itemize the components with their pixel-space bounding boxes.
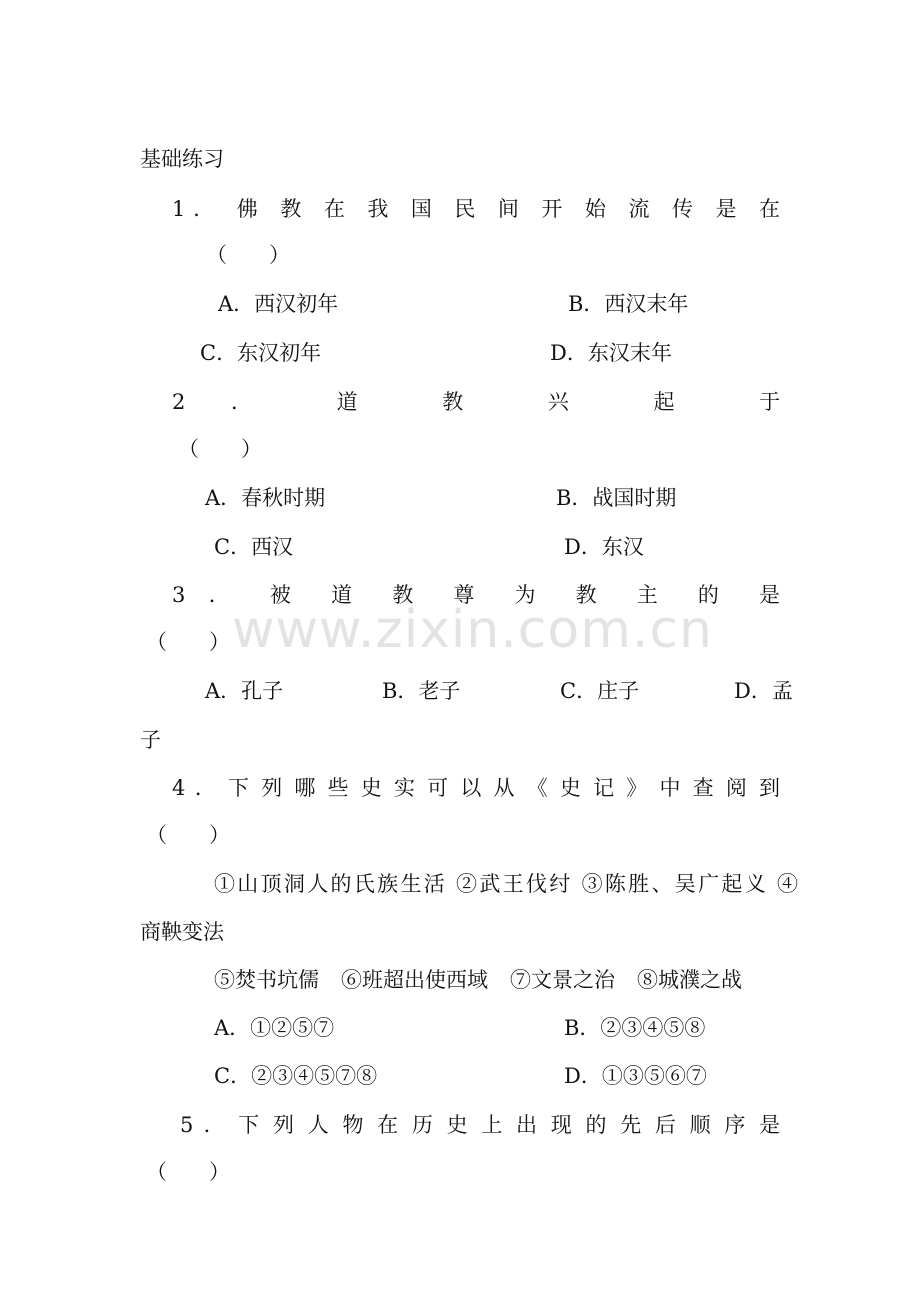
question-1-stem (172, 194, 780, 224)
stem-char: ． (194, 776, 219, 800)
stem-char: 间 (497, 197, 527, 221)
stem-char: 开 (541, 197, 571, 221)
question-1-option-b: B．西汉末年 (568, 292, 689, 316)
stem-char: 2 (172, 390, 186, 414)
stem-char: 列 (273, 1113, 298, 1137)
question-3-option-d: D．孟 (734, 679, 793, 703)
stem-char: 人 (307, 1113, 333, 1137)
stem-char: 后 (654, 1113, 680, 1137)
stem-char: 尊 (453, 583, 492, 607)
list-item: ④ (777, 872, 798, 896)
stem-char: 查 (692, 776, 717, 800)
stem-char: 的 (697, 583, 736, 607)
list-item: ⑥班超出使西域 (341, 968, 488, 992)
stem-char: 到 (759, 776, 780, 800)
stem-char: 3 (172, 583, 186, 607)
stem-char: ． (231, 390, 291, 414)
question-4-items-line-1-wrap: 商鞅变法 (140, 920, 224, 944)
stem-char: 列 (261, 776, 285, 800)
stem-char: 民 (454, 197, 484, 221)
question-2-answer-paren: （ ） (178, 437, 262, 461)
stem-char: 史 (360, 776, 385, 800)
stem-char: 教 (442, 390, 503, 414)
stem-char: 是 (715, 197, 745, 221)
stem-char: 教 (392, 583, 430, 607)
stem-char: 阅 (725, 776, 750, 800)
question-4-items-line-2 (214, 965, 742, 995)
question-4-answer-paren: （ ） (146, 823, 230, 847)
question-3-option-a: A．孔子 (205, 679, 284, 703)
stem-char: 被 (269, 583, 308, 607)
stem-char: 佛 (236, 197, 266, 221)
question-1-answer-paren: （ ） (206, 243, 290, 267)
stem-char: 先 (620, 1113, 645, 1137)
stem-char: 历 (411, 1113, 437, 1137)
question-4-items-line-1 (214, 869, 798, 899)
stem-char: 下 (228, 776, 252, 800)
stem-char: 哪 (294, 776, 319, 800)
stem-char: 记 (593, 776, 617, 800)
stem-char: 流 (628, 197, 658, 221)
stem-char: 出 (516, 1113, 541, 1137)
list-item: ⑦文景之治 (510, 968, 615, 992)
stem-char: 上 (481, 1113, 506, 1137)
stem-char: 从 (493, 776, 518, 800)
question-2-option-c: C．西汉 (214, 535, 294, 559)
question-3-option-d-wrap: 子 (140, 728, 161, 752)
stem-char: 4 (172, 776, 186, 800)
stem-char: 》 (626, 776, 650, 800)
watermark-text: www.zixin.com.cn (232, 600, 713, 660)
question-4-option-a: A．①②⑤⑦ (214, 1016, 335, 1040)
stem-char: 道 (331, 583, 369, 607)
stem-char: 在 (377, 1113, 402, 1137)
stem-char: ． (208, 583, 247, 607)
stem-char: 物 (342, 1113, 367, 1137)
stem-char: 1． (172, 197, 223, 221)
stem-char: 起 (653, 390, 714, 414)
stem-char: 史 (446, 1113, 472, 1137)
question-3-answer-paren: （ ） (146, 630, 230, 654)
question-4-option-d: D．①③⑤⑥⑦ (564, 1064, 707, 1088)
stem-char: 以 (460, 776, 485, 800)
stem-char: 教 (280, 197, 310, 221)
question-2-option-a: A．春秋时期 (205, 486, 326, 510)
stem-char: 下 (238, 1113, 263, 1137)
stem-char: 道 (336, 390, 397, 414)
question-3-option-b: B．老子 (382, 679, 461, 703)
stem-char: 是 (759, 583, 781, 607)
stem-char: 史 (559, 776, 584, 800)
list-item: ⑧城濮之战 (637, 968, 742, 992)
stem-char: 是 (759, 1113, 781, 1137)
question-1-option-c: C．东汉初年 (200, 341, 322, 365)
stem-char: 中 (659, 776, 684, 800)
stem-char: 兴 (547, 390, 608, 414)
stem-char: 在 (323, 197, 353, 221)
list-item: ③陈胜、吴广起义 (581, 872, 769, 896)
stem-char: 传 (671, 197, 701, 221)
stem-char: 些 (327, 776, 352, 800)
question-2-option-d: D．东汉 (564, 535, 644, 559)
list-item: ⑤焚书坑儒 (214, 968, 319, 992)
stem-char: 教 (575, 583, 614, 607)
stem-char: 在 (758, 197, 780, 221)
question-1-option-d: D．东汉末年 (550, 341, 672, 365)
stem-char: 的 (585, 1113, 610, 1137)
stem-char: 始 (584, 197, 614, 221)
list-item: ①山顶洞人的氏族生活 (214, 872, 448, 896)
question-4-option-c: C．②③④⑤⑦⑧ (214, 1064, 378, 1088)
stem-char: 于 (759, 390, 781, 414)
question-2-option-b: B．战国时期 (556, 486, 677, 510)
question-4-stem (172, 773, 780, 803)
stem-char: ． (203, 1113, 229, 1137)
question-4-option-b: B．②③④⑤⑧ (564, 1016, 706, 1040)
stem-char: 我 (367, 197, 397, 221)
section-title: 基础练习 (140, 147, 224, 171)
question-3-option-c: C．庄子 (560, 679, 640, 703)
stem-char: 国 (410, 197, 440, 221)
stem-char: 为 (514, 583, 553, 607)
stem-char: 可 (427, 776, 451, 800)
question-2-stem (172, 387, 780, 417)
stem-char: 《 (526, 776, 551, 800)
stem-char: 现 (550, 1113, 576, 1137)
stem-char: 5 (180, 1113, 194, 1137)
stem-char: 实 (393, 776, 418, 800)
stem-char: 顺 (689, 1113, 715, 1137)
question-1-option-a: A．西汉初年 (218, 292, 339, 316)
list-item: ②武王伐纣 (456, 872, 573, 896)
question-5-answer-paren: （ ） (146, 1160, 230, 1184)
question-5-stem (180, 1110, 780, 1140)
stem-char: 主 (636, 583, 675, 607)
stem-char: 序 (724, 1113, 749, 1137)
